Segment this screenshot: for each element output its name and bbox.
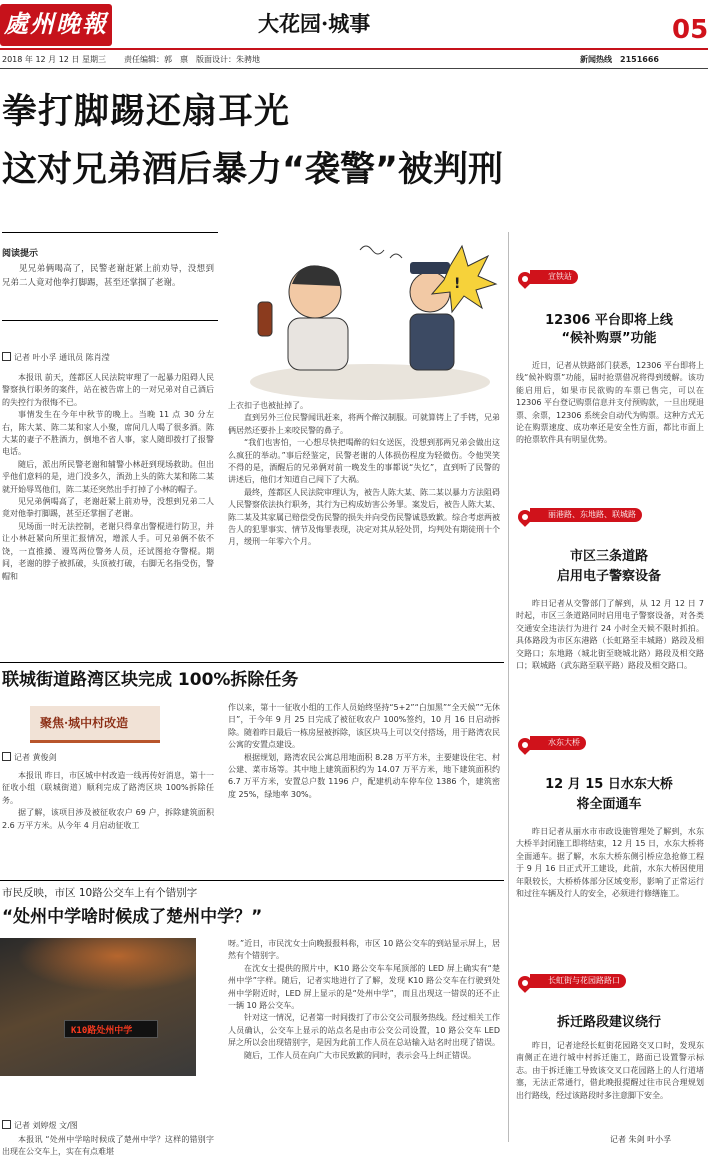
svg-text:!: ! xyxy=(454,276,461,292)
sidebar-tag-4: 长虹街与花园路路口 xyxy=(530,974,626,988)
sidebar-tag-1: 宣铁站 xyxy=(530,270,578,284)
story3-kicker: 市民反映，市区 10路公交车上有个错别字 xyxy=(2,887,198,899)
story3-column-2 xyxy=(228,938,500,1158)
lead-col1-p3: 随后，派出所民警老谢和辅警小林赶到现场救助。但出乎他们意料的是，进门没多久，酒劲上头的陈大某和陈二某就开始辱骂他们，陈二某还突然出手打掉了小林的帽子。 xyxy=(2,459,214,494)
story2-byline xyxy=(2,752,57,763)
story2-col1-p1: 本报讯 昨日，市区城中村改造一线再传好消息，第十一征收小组（联城街道）顺利完成了路湾区块 100%拆除任务。 xyxy=(2,771,214,805)
story3-col2-p4: 随后，工作人员在向广大市民致歉的同时，表示会马上纠正错误。 xyxy=(244,1050,476,1060)
story2-headline: 联城街道路湾区块完成 100%拆除任务 xyxy=(2,670,299,690)
story2-logo-text: 聚焦·城中村改造 xyxy=(40,716,129,730)
guide-label: 阅读提示 xyxy=(2,249,39,259)
story2-column-1 xyxy=(2,770,214,872)
sidebar-item-3-body-text: 昨日记者从丽水市市政设施管理处了解到，水东大桥半封闭施工即将结束，12 月 15 日，水东大桥将全面通车。据了解，水东大桥东侧引桥应急抢修工程于 9 月 16 日正式开工建设，此前，水东大桥因使用年限较长，大桥桥体部分区域变形，影响了正常运行和过往车辆及行人的安全，必须进行修缮施工。 xyxy=(516,827,704,899)
bus-photo xyxy=(0,938,196,1076)
section-title-text: 大花园·城事 xyxy=(258,11,371,36)
sidebar-item-3-body xyxy=(516,826,704,936)
hotline: 新闻热线 2151666 xyxy=(580,55,659,64)
guide-text-body: 见兄弟俩喝高了，民警老谢赶紧上前劝导，没想到兄弟二人竟对他拳打脚踢，甚至还掌掴了老谢。 xyxy=(2,264,214,288)
story3-col2-p2: 在沈女士提供的照片中，K10 路公交车车尾顶部的 LED 屏上确实有“楚州中学”字样。随后，记者实地进行了了解，发现 K10 路公交车在行驶到处州中学附近时，LED 屏上显示的是“处州中学”，而且出现这一错误的还不止一辆 10 路公交车。 xyxy=(228,963,500,1011)
story2-column-2 xyxy=(228,702,500,874)
story-divider-2 xyxy=(0,880,504,881)
lead-col2-p2: 直到另外三位民警闻讯赶来，将两个醉汉制服。可就算铐上了手铐，兄弟俩居然还要扑上来咬民警的鼻子。 xyxy=(228,413,500,435)
lead-byline-text: 记者 叶小孚 通讯员 陈肖滢 xyxy=(14,353,110,362)
sidebar-item-2-title-1: 市区三条道路 xyxy=(569,549,648,564)
lead-col1-p5: 见场面一时无法控制，老谢只得拿出警棍进行防卫，并让小林赶紧向所里汇报情况，增派人手。可兄弟俩不依不饶，一直推搡、谩骂两位警务人员，还试图抢夺警棍。期间，老谢的脖子被抓破，头顶被打破，右脚无名指受伤，警帽和 xyxy=(2,521,214,581)
sidebar-item-4-title-1: 拆迁路段建议绕行 xyxy=(556,1015,661,1030)
sidebar-item-3-title-2: 将全面通车 xyxy=(576,797,642,812)
bus-led-display xyxy=(64,1020,158,1038)
story2-col2-p2: 根据规划，路湾农民公寓总用地面积 8.28 万平方米，主要建设住宅、村公建、菜市场等。其中地上建筑面积约为 14.07 万平方米，地下建筑面积约 6.7 万平方米，安置总户数 1196 户，配建机动车停车位 1386 个，建筑密度 25%，绿地率 30%。 xyxy=(228,752,500,799)
lead-col1-p1: 本报讯 前天，莲都区人民法院审理了一起暴力阻碍人民警察执行职务的案件，站在被告席上的一对兄弟对自己酒后的失控行为很悔不已。 xyxy=(2,373,214,407)
lead-column-1 xyxy=(2,372,214,658)
header-rule xyxy=(0,48,708,50)
story2-byline-text: 记者 黄俊剑 xyxy=(14,753,57,762)
lead-col2-p4: 最终，莲都区人民法院审理认为，被告人陈大某、陈二某以暴力方法阻碍人民警察依法执行职务，其行为已构成妨害公务罪。案发后，被告人陈大某、陈二某及其家属已赔偿受伤民警的损失并向受伤民警诚恳致歉。综合考虑两被告人的犯罪事实、情节及悔罪表现，决定对其从轻处罚，均判处有期徒刑十个月，缓刑一年零六个月。 xyxy=(228,487,500,547)
story3-byline xyxy=(2,1120,78,1131)
lead-col1-p4: 见兄弟俩喝高了，老谢赶紧上前劝导，没想到兄弟二人竟对他拳打脚踢，甚至还掌掴了老谢。 xyxy=(2,497,214,519)
guide-text xyxy=(2,262,214,290)
lead-col2-p1: 上衣扣子也被扯掉了。 xyxy=(228,401,308,410)
story3-col2-p1: 呀。”近日，市民沈女士向晚报报料称，市区 10 路公交车的到站显示屏上，居然有个错别字。 xyxy=(228,939,500,961)
lead-headline-1: 拳打脚踢还扇耳光 xyxy=(2,92,291,132)
guide-rule-bottom xyxy=(2,320,218,321)
sidebar-item-4-body xyxy=(516,1040,704,1128)
sidebar-item-1-title-2: “候补购票”功能 xyxy=(561,331,657,346)
sidebar-item-1-body xyxy=(516,360,704,470)
issue-date: 2018 年 12 月 12 日 星期三 xyxy=(2,55,106,64)
lead-col1-p2: 事情发生在今年中秋节的晚上。当晚 11 点 30 分左右，陈大某、陈二某和家人小聚，席间几人喝了很多酒。陈大某的妻子不胜酒力，倒地不省人事，家人随即拨打了报警电话。 xyxy=(2,410,214,457)
story3-col1-p1: 本报讯 “处州中学啥时候成了楚州中学？这样的错别字出现在公交车上，实在有点难堪 xyxy=(2,1135,214,1157)
story2-logo xyxy=(30,706,160,743)
logo-text: 處州晚報 xyxy=(4,9,108,38)
bus-led-text: K10路处州中学 xyxy=(71,1026,133,1036)
lead-column-2 xyxy=(228,400,500,658)
story-divider-1 xyxy=(0,662,504,663)
sidebar-item-3-title-1: 12 月 15 日水东大桥 xyxy=(545,777,673,792)
story3-headline: “处州中学啥时候成了楚州中学？” xyxy=(2,907,263,927)
sidebar-tag-3: 水东大桥 xyxy=(530,736,586,750)
sidebar-tag-2: 丽港路、东地路、联城路 xyxy=(530,508,642,522)
guide-rule-top xyxy=(2,232,218,233)
story3-col2-p3: 针对这一情况，记者第一时间拨打了市公交公司服务热线。经过相关工作人员确认，公交车上显示的站点名是由市公交公司设置，10 路公交车 LED 屏之所以会出现错别字，是因为此前工作人员在总站输入站名时出现了错误。 xyxy=(228,1013,500,1048)
sidebar-item-2-body-text: 昨日记者从交警部门了解到，从 12 月 12 日 7 时起，市区三条道路同时启用电子警察设备，对各类交通安全违法行为进行 24 小时全天候不限时抓拍。具体路段为市区东港路（长虹路至丰城路）路段及相交路口；东地路（城北街至晓城北路）路段及相交路口；联城路（武东路至联平路）路段及相交路口。 xyxy=(516,599,704,671)
story3-byline-text: 记者 刘婷煜 文/图 xyxy=(14,1121,78,1130)
story3-column-1 xyxy=(2,1134,214,1160)
lead-col2-p3: “我们也害怕，一心想尽快把喝醉的妇女送医，没想到那两兄弟会做出这么疯狂的举动。”事后经鉴定，民警老谢的人体损伤程度为轻微伤。令他哭笑不得的是，酒醒后的兄弟俩对前一晚发生的事都说“失忆”，直到听了民警的讲述后，他们才知道自己闯下了大祸。 xyxy=(228,438,500,485)
section-title xyxy=(258,8,370,38)
page-number: 05 xyxy=(672,15,708,45)
sidebar-item-4-body-text: 昨日，记者途经长虹街花园路交叉口时，发现东南侧正在进行城中村拆迁施工，路面已设置警示标志。由于拆迁施工导致该交叉口花园路上的人行道堵塞，无法正常通行，借此晚报提醒过往市民合理规划出行路线，经过该路段时多注意脚下安全。 xyxy=(516,1041,704,1100)
sidebar-item-2-body xyxy=(516,598,704,702)
sidebar-item-4-byline: 记者 朱剑 叶小孚 xyxy=(610,1135,672,1144)
masthead-logo xyxy=(0,4,112,46)
story2-col2-p1: 作以来，第十一征收小组的工作人员始终坚持“5+2”“白加黑”“全天候”“无休日”，于今年 9 月 25 日完成了被征收农户 100%签约，10 月 16 日启动拆除。随着昨日最后一栋房屋被拆除，该区块马上可以交付搭场，用于路湾农民公寓的安置点建设。 xyxy=(228,703,500,750)
story2-col1-p2: 据了解，该项目涉及被征收农户 69 户，拆除建筑面积 2.6 万平方米。从今年 4 月启动征收工 xyxy=(2,808,214,830)
sidebar-divider xyxy=(508,232,509,1142)
lead-byline xyxy=(2,352,110,363)
cartoon-illustration xyxy=(240,232,500,402)
header-rule-2 xyxy=(0,68,708,69)
sidebar-item-2-title-2: 启用电子警察设备 xyxy=(556,569,661,584)
lead-headline-2: 这对兄弟酒后暴力“袭警”被判刑 xyxy=(2,150,504,190)
editors-line: 责任编辑：郭 禀 版面设计：朱骋地 xyxy=(124,55,260,64)
sidebar-item-1-body-text: 近日，记者从铁路部门获悉，12306 平台即将上线“候补购票”功能，届时抢票借况将得到缓解。该功能启用后，如果市民欲购的车票已售完，可以在 12306 平台登记购票信息并支付预购款，一旦出现退票、余票，12306 系统会自动代为购票。这种方式无论在购票速度、成功率还是安全性方面，都比市面上的抢票软件具有明显优势。 xyxy=(516,361,704,445)
sidebar-item-1-title-1: 12306 平台即将上线 xyxy=(545,313,673,328)
